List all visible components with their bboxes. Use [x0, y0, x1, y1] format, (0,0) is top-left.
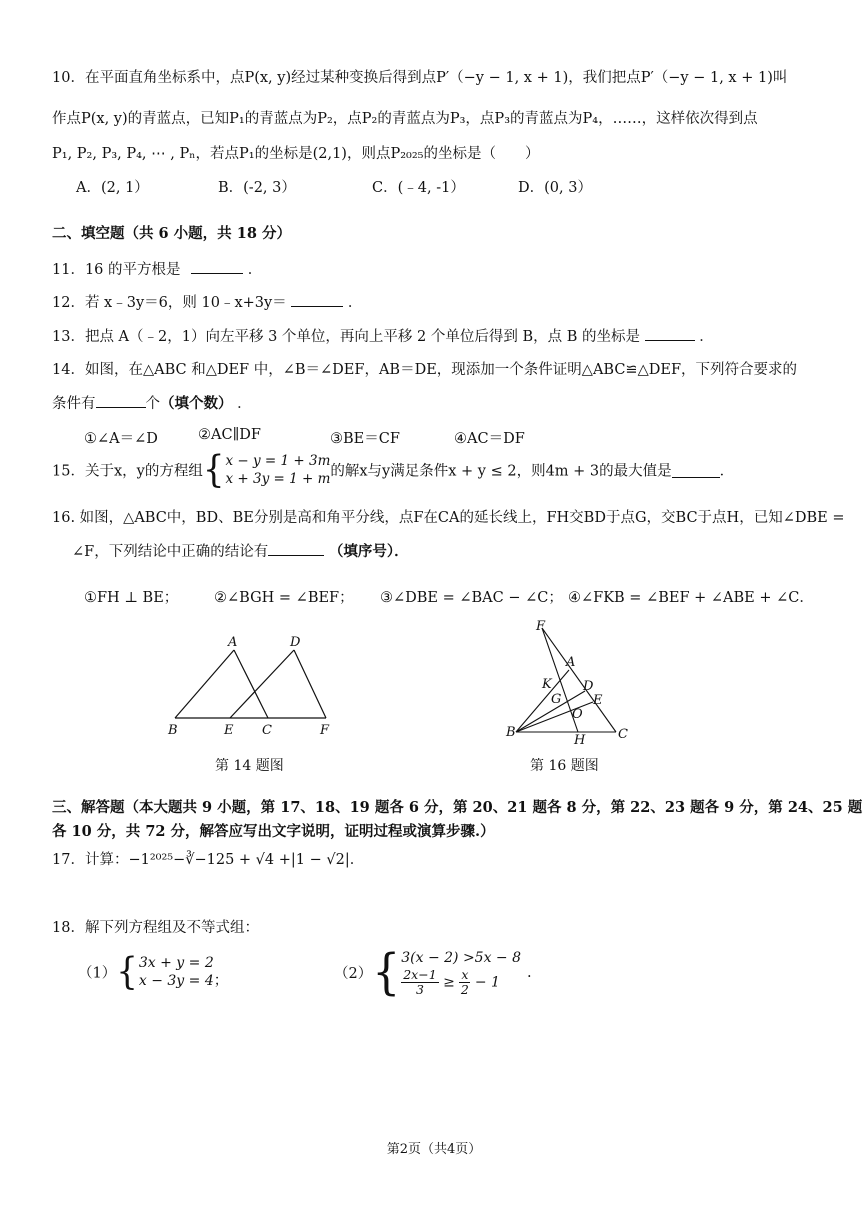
q18-part1 [78, 950, 229, 994]
q15-eq2: x + 3y = 1 + m [225, 471, 331, 487]
q15-prefix: 15．关于x，y的方程组 [52, 463, 203, 480]
q18-part1-eq2: x − 3y = 4 [138, 973, 214, 989]
q15-brace: { [202, 448, 225, 492]
fig16-label-g: G [551, 692, 562, 707]
fig16-caption: 第 16 题图 [530, 758, 599, 774]
fig14-label-a: A [228, 635, 238, 650]
fig14-side-ab [175, 650, 234, 718]
q14-condition-1: ①∠A＝∠D [84, 431, 158, 447]
fig14-label-d: D [290, 635, 301, 650]
q11-text: 11．16 的平方根是 [52, 262, 181, 278]
fig14-label-c: C [262, 723, 272, 738]
fig14-label-e: E [224, 723, 234, 738]
q13-suffix: ． [699, 329, 714, 345]
q18-part1-label: （1） [78, 965, 117, 982]
q18-part2-brace: { [372, 943, 401, 1000]
q11-suffix: ． [247, 262, 263, 278]
q10-option-d: D．(0, 3） [518, 180, 592, 196]
q15-answer-blank [672, 463, 720, 478]
q18-part2-frac1-num: 2x−1 [403, 967, 437, 982]
fig16-label-a: A [566, 655, 576, 670]
q18-part2-end: . [527, 964, 532, 981]
fig16-label-e: E [593, 693, 603, 708]
q12-text: 12．若 x﹣3y＝6，则 10﹣x+3y＝ [52, 295, 287, 311]
q14-condition-3: ③BE＝CF [330, 431, 400, 447]
q14-condition-2: ②AC∥DF [198, 427, 261, 443]
q15-suffix: 的解x与y满足条件x + y ≤ 2，则4m + 3的最大值是 [330, 463, 672, 480]
q12-suffix: ． [347, 295, 363, 311]
q18-part1-end: ； [213, 973, 229, 989]
q13-answer-blank [645, 326, 695, 341]
fig14-caption: 第 14 题图 [215, 758, 284, 774]
q18-part1-system [139, 954, 214, 990]
fig16-label-f: F [536, 619, 546, 634]
q18-part2-frac1-den: 3 [415, 982, 424, 997]
fig16-label-b: B [506, 725, 516, 740]
q10-line1: 10．在平面直角坐标系中，点P(x, y)经过某种变换后得到点P′（−y − 1, x + 1)，我们把点P′（−y − 1, x + 1)叫 [52, 70, 788, 86]
q18-part2-frac1 [401, 968, 438, 997]
q16-prefix: ∠F，下列结论中正确的结论有 [72, 544, 269, 560]
q16-conclusion-4: ④∠FKB = ∠BEF + ∠ABE + ∠C． [568, 590, 814, 606]
q10-option-c: C．(﹣4, -1） [372, 180, 465, 196]
fig14-label-f: F [320, 723, 330, 738]
q14-answer-blank [96, 393, 146, 408]
q18-intro: 18．解下列方程组及不等式组： [52, 920, 259, 936]
figure-14 [160, 630, 350, 742]
q18-part2-label: （2） [334, 966, 373, 982]
q16-conclusion-1: ①FH ⊥ BE； [84, 590, 179, 606]
q16-conclusion-3: ③∠DBE = ∠BAC − ∠C； [380, 590, 563, 606]
q15 [52, 448, 735, 492]
fig16-label-h: H [574, 733, 586, 746]
q16-line2 [72, 540, 409, 561]
q18-part2-frac2 [459, 968, 470, 997]
q18-part2-eq1: 3(x − 2) >5x − 8 [401, 950, 522, 966]
q14-suffix: ． [237, 396, 252, 412]
q18-part2-frac2-den: 2 [460, 982, 469, 997]
fig16-label-c: C [618, 727, 628, 742]
q10-line2: 作点P(x, y)的青蓝点，已知P₁的青蓝点为P₂，点P₂的青蓝点为P₃，点P₃的青蓝点为P₄，……，这样依次得到点 [52, 111, 758, 127]
q14-line1: 14．如图，在△ABC 和△DEF 中，∠B＝∠DEF，AB＝DE，现添加一个条件证明△ABC≌△DEF，下列符合要求的 [52, 362, 798, 378]
q10-option-b: B．(-2, 3） [218, 180, 296, 196]
q18-part2-system [401, 948, 521, 997]
section3-line1: 三、解答题（本大题共 9 小题，第 17、18、19 题各 6 分，第 20、21 题各 8 分，第 22、23 题各 9 分，第 24、25 题 [52, 799, 863, 816]
q14-condition-4: ④AC＝DF [454, 431, 525, 447]
fig16-label-k: K [542, 677, 552, 692]
q13 [52, 325, 714, 346]
q18-part2-tail: − 1 [474, 974, 500, 991]
q11 [52, 258, 262, 279]
q18-part1-brace: { [116, 950, 138, 994]
q10-line3: P₁, P₂, P₃, P₄, ⋯ , Pₙ，若点P₁的坐标是(2,1)，则点P₂₀₂₅的坐标是（ ） [52, 146, 540, 162]
section3-line2: 各 10 分，共 72 分，解答应写出文字说明，证明过程或演算步骤.） [52, 823, 495, 840]
q18-part1-eq1: 3x + y = 2 [138, 955, 214, 971]
q16-bold-note: （填序号）． [328, 543, 409, 560]
q10-option-a: A．(2, 1） [76, 180, 149, 196]
q12 [52, 291, 362, 312]
q16-line1: 16. 如图，△ABC中，BD、BE分别是高和角平分线，点F在CA的延长线上，FH交BD于点G，交BC于点H，已知∠DBE = [52, 510, 845, 526]
q15-end: ． [719, 463, 735, 480]
q15-system [225, 452, 330, 488]
q14-line2 [52, 392, 252, 413]
q13-text: 13．把点 A（﹣2，1）向左平移 3 个单位，再向上平移 2 个单位后得到 B，点 B 的坐标是 [52, 329, 641, 345]
q14-bold-note: （填个数） [160, 395, 233, 412]
q11-answer-blank [191, 259, 243, 274]
fig16-label-d: D [583, 679, 594, 694]
q15-eq1: x − y = 1 + 3m [225, 453, 331, 469]
q18-part2-frac2-num: x [461, 967, 469, 982]
fig16-label-o: O [572, 707, 583, 722]
q16-answer-blank [268, 541, 324, 556]
figure-16 [498, 618, 638, 746]
q14-prefix: 条件有 [52, 396, 96, 412]
q18-part2-ge: ≥ [443, 974, 455, 991]
section2-title: 二、填空题（共 6 小题，共 18 分） [52, 225, 291, 242]
q16-conclusion-2: ②∠BGH = ∠BEF； [214, 590, 354, 606]
fig14-side-df [294, 650, 326, 718]
q17: 17．计算：−1²⁰²⁵−∛−125 + √4 +|1 − √2|． [52, 852, 365, 868]
page-footer: 第2页（共4页） [386, 1142, 482, 1157]
q12-answer-blank [291, 292, 343, 307]
fig14-label-b: B [168, 723, 178, 738]
q18-part2-eq2 [401, 968, 521, 997]
q14-mid: 个 [145, 396, 160, 412]
q18-part2 [334, 943, 532, 1000]
